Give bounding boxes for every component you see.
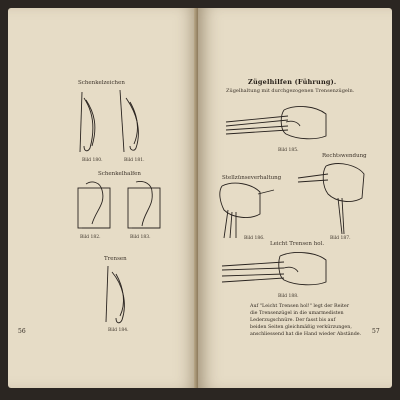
note-line: anschliessend hat die Hand wieder Abstände. bbox=[250, 332, 362, 337]
note-line: Lederzugschnüre. Der fasst bis auf bbox=[250, 318, 336, 323]
page-number-right: 57 bbox=[372, 328, 380, 335]
caption-stellzuenseverhaltung: Stellzünseverhaltung bbox=[222, 175, 282, 181]
caption-leicht-trensen: Leicht Trensen hol. bbox=[270, 241, 325, 247]
right-page bbox=[198, 8, 392, 388]
illustration-hand-reins-bottom bbox=[222, 248, 352, 292]
figure-label-185: Bild 185. bbox=[278, 148, 299, 153]
note-line: beiden Seiten gleichmäßig verkürzungen, bbox=[250, 325, 352, 330]
caption-schenkelzeichen: Schenkelzeichen bbox=[78, 80, 125, 86]
caption-trensen: Trensen bbox=[104, 256, 127, 262]
figure-label-187: Bild 187. bbox=[330, 236, 351, 241]
figure-label-184: Bild 184. bbox=[108, 328, 129, 333]
illustration-leg-aids-top bbox=[70, 90, 170, 160]
note-line: Auf "Leicht Trensen hol!" legt der Reiter bbox=[250, 304, 350, 309]
figure-label-182: Bild 182. bbox=[80, 235, 101, 240]
figure-label-183: Bild 183. bbox=[130, 235, 151, 240]
illustration-hand-left-turn bbox=[214, 180, 284, 242]
caption-rechtswendung: Rechtswendung bbox=[322, 153, 367, 159]
illustration-hand-reins-top bbox=[226, 100, 346, 146]
figure-label-181: Bild 181. bbox=[124, 158, 145, 163]
illustration-leg-aids-middle bbox=[72, 180, 172, 240]
section-subheading: Zügelhaltung mit durchgezogenen Trensenzügeln. bbox=[226, 88, 355, 94]
figure-label-186: Bild 186. bbox=[244, 236, 265, 241]
left-page bbox=[8, 8, 198, 388]
figure-label-188: Bild 188. bbox=[278, 294, 299, 299]
page-number-left: 56 bbox=[18, 328, 26, 335]
section-heading: Zügelhilfen (Führung). bbox=[248, 78, 337, 86]
illustration-rein-aid bbox=[94, 266, 154, 328]
illustration-hand-right-turn bbox=[298, 158, 378, 238]
caption-schenkelhalfen: Schenkelhalfen bbox=[98, 171, 141, 177]
open-book bbox=[8, 8, 392, 388]
instruction-note bbox=[250, 303, 368, 338]
note-line: die Trensenzügel in die umarmedisten bbox=[250, 311, 344, 316]
figure-label-180: Bild 180. bbox=[82, 158, 103, 163]
